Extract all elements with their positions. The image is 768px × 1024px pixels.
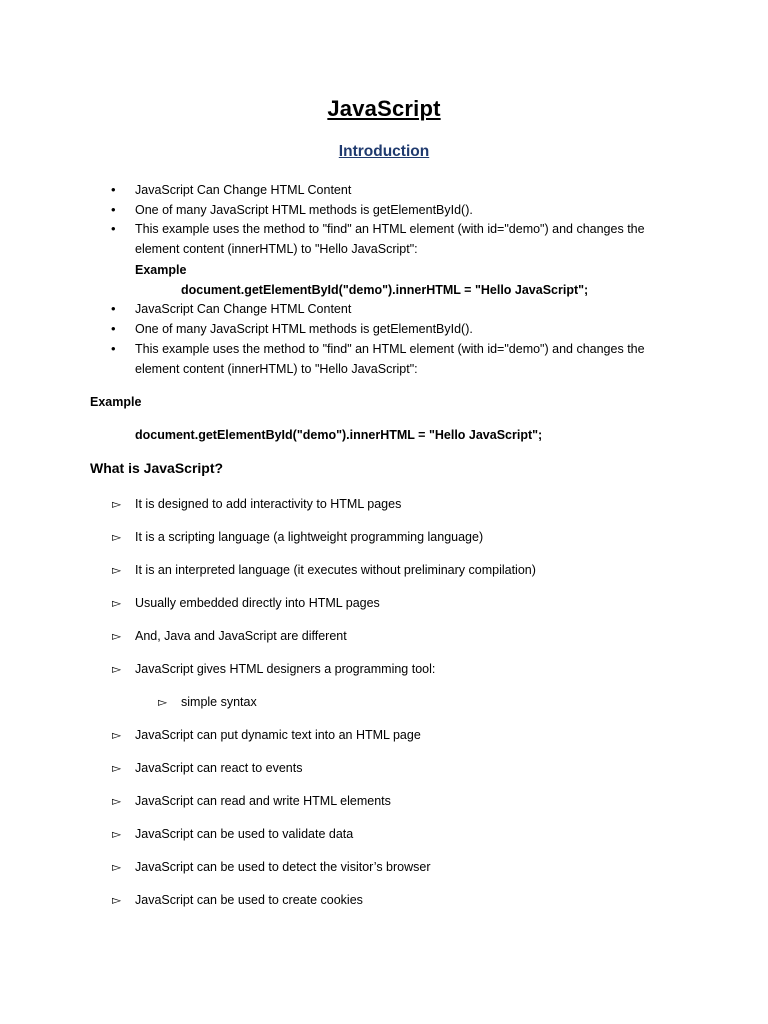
bullet-dot: • <box>111 221 116 236</box>
bullet-dot: • <box>111 301 116 316</box>
triangle-bullet-icon: ▻ <box>112 761 122 775</box>
example-code: document.getElementById("demo").innerHTML = "Hello JavaScript"; <box>181 283 589 297</box>
list-item: This example uses the method to "find" an HTML element (with id="demo") and changes the <box>135 342 645 356</box>
list-item: JavaScript can read and write HTML elements <box>135 794 391 808</box>
list-item: This example uses the method to "find" an HTML element (with id="demo") and changes the <box>135 222 645 236</box>
bullet-dot: • <box>111 321 116 336</box>
list-item: JavaScript Can Change HTML Content <box>135 302 352 316</box>
list-item: JavaScript can be used to create cookies <box>135 893 363 907</box>
list-item: It is designed to add interactivity to HTML pages <box>135 497 402 511</box>
list-item: One of many JavaScript HTML methods is getElementById(). <box>135 322 473 336</box>
list-item: JavaScript gives HTML designers a programming tool: <box>135 662 436 676</box>
list-item: It is a scripting language (a lightweight programming language) <box>135 530 484 544</box>
bullet-dot: • <box>111 182 116 197</box>
bullet-dot: • <box>111 202 116 217</box>
list-item-continuation: element content (innerHTML) to "Hello JavaScript": <box>135 242 418 256</box>
list-item-continuation: element content (innerHTML) to "Hello JavaScript": <box>135 362 418 376</box>
list-item: It is an interpreted language (it executes without preliminary compilation) <box>135 563 536 577</box>
list-item: JavaScript can be used to detect the visitor’s browser <box>135 860 431 874</box>
page-title: JavaScript <box>327 96 441 121</box>
triangle-bullet-icon: ▻ <box>112 530 122 544</box>
example-label: Example <box>90 395 142 409</box>
triangle-bullet-icon: ▻ <box>112 596 122 610</box>
sub-list-item: simple syntax <box>181 695 257 709</box>
triangle-bullet-icon: ▻ <box>112 728 122 742</box>
list-item: One of many JavaScript HTML methods is getElementById(). <box>135 203 473 217</box>
list-item: JavaScript can react to events <box>135 761 303 775</box>
triangle-bullet-icon: ▻ <box>112 497 122 511</box>
list-item: JavaScript can be used to validate data <box>135 827 354 841</box>
example-code: document.getElementById("demo").innerHTML = "Hello JavaScript"; <box>135 428 543 442</box>
triangle-bullet-icon: ▻ <box>112 794 122 808</box>
triangle-bullet-icon: ▻ <box>112 893 122 907</box>
triangle-bullet-icon: ▻ <box>112 563 122 577</box>
list-item: And, Java and JavaScript are different <box>135 629 347 643</box>
example-label: Example <box>135 263 187 277</box>
section-heading-what-is: What is JavaScript? <box>90 460 224 476</box>
section-title-introduction: Introduction <box>338 143 430 160</box>
triangle-bullet-icon: ▻ <box>112 827 122 841</box>
list-item: JavaScript Can Change HTML Content <box>135 183 352 197</box>
list-item: Usually embedded directly into HTML pages <box>135 596 380 610</box>
bullet-dot: • <box>111 341 116 356</box>
triangle-bullet-icon: ▻ <box>112 629 122 643</box>
triangle-bullet-icon: ▻ <box>112 662 122 676</box>
triangle-bullet-icon: ▻ <box>112 860 122 874</box>
list-item: JavaScript can put dynamic text into an HTML page <box>135 728 421 742</box>
triangle-bullet-icon: ▻ <box>158 695 168 709</box>
